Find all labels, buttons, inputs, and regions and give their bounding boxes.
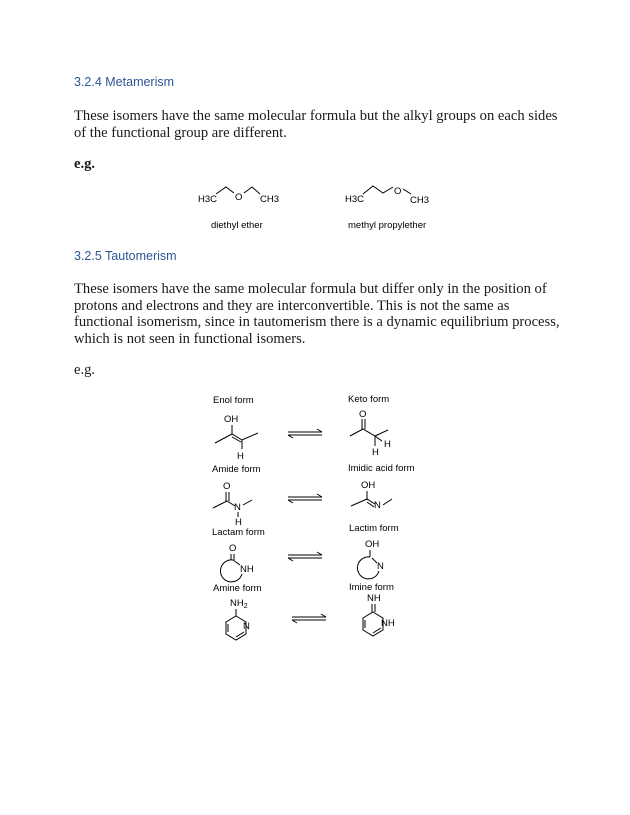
methyl-propylether-label: methyl propylether (348, 220, 427, 231)
atom-o: O (229, 543, 237, 554)
atom-o: O (359, 409, 367, 420)
equilibrium-arrows-1 (288, 429, 322, 438)
diethyl-ether-label: diethyl ether (211, 220, 263, 231)
imidic-acid-structure (351, 480, 392, 511)
keto-form-label: Keto form (348, 394, 390, 405)
atom-oh: OH (365, 539, 380, 550)
enol-structure (215, 414, 258, 462)
metamerism-paragraph: These isomers have the same molecular formula but the alkyl groups on each sides of the functional group are different. (74, 108, 558, 141)
equilibrium-arrows-2 (288, 494, 322, 503)
tautomerism-paragraph: These isomers have the same molecular formula but differ only in the position of protons and electrons and they are interconvertible. This is not the same as functional isomerism, since in tautomerism there is a dynamic equilibrium process, which is not seen in functional isomers. (74, 281, 560, 348)
atom-oh: OH (361, 480, 376, 491)
lactim-structure (357, 539, 384, 579)
atom-ch3: CH3 (260, 194, 280, 205)
atom-h3c: H3C (198, 194, 218, 205)
metamerism-eg-label: e.g. (74, 156, 96, 172)
imine-structure (363, 593, 395, 636)
amine-form-label: Amine form (213, 583, 262, 594)
atom-oh: OH (224, 414, 239, 425)
atom-h: H (384, 439, 391, 450)
tautomerism-figure (200, 388, 440, 648)
atom-h: H (237, 451, 244, 462)
equilibrium-arrows-4 (292, 614, 326, 623)
atom-h3c: H3C (345, 194, 365, 205)
keto-structure (350, 409, 391, 458)
atom-nh: NH (381, 618, 395, 629)
tautomerism-eg-label: e.g. (74, 362, 96, 378)
atom-h: H (372, 447, 379, 458)
metamerism-figure (190, 180, 450, 240)
atom-h: H (235, 517, 242, 528)
enol-form-label: Enol form (213, 395, 254, 406)
diethyl-ether-structure (198, 187, 279, 231)
equilibrium-arrows-3 (288, 552, 322, 561)
section-heading-tautomerism: 3.2.5 Tautomerism (74, 249, 177, 263)
amide-form-label: Amide form (212, 464, 261, 475)
section-heading-metamerism: 3.2.4 Metamerism (74, 75, 175, 89)
atom-n: N (243, 621, 250, 632)
methyl-propylether-structure (345, 186, 429, 231)
amine-structure (226, 598, 250, 640)
imidic-acid-form-label: Imidic acid form (348, 463, 415, 474)
lactam-structure (220, 543, 253, 582)
atom-n: N (234, 502, 241, 513)
atom-n: N (377, 561, 384, 572)
lactam-form-label: Lactam form (212, 527, 265, 538)
atom-o: O (394, 186, 402, 197)
atom-nh2: $NH_2$ (230, 598, 248, 610)
atom-nh: NH (240, 564, 254, 575)
atom-ch3: CH3 (410, 195, 430, 206)
lactim-form-label: Lactim form (349, 523, 399, 534)
atom-nh: NH (367, 593, 381, 604)
amide-structure (213, 481, 252, 528)
atom-o: O (235, 192, 243, 203)
atom-n: N (374, 500, 381, 511)
atom-o: O (223, 481, 231, 492)
imine-form-label: Imine form (349, 582, 394, 593)
